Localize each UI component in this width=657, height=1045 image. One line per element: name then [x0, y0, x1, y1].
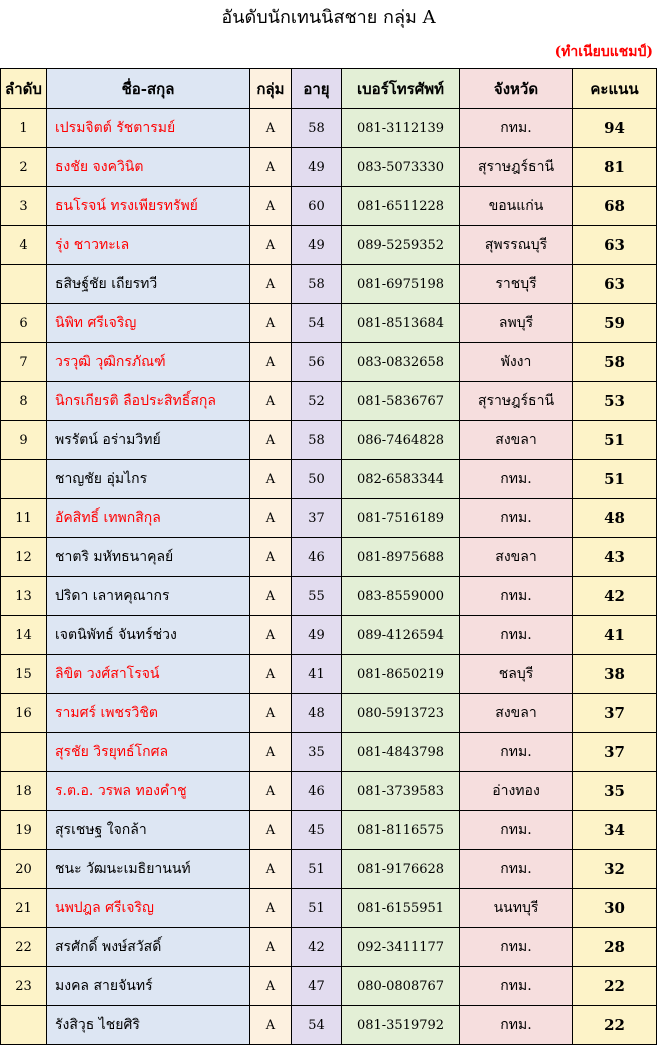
table-row	[1, 694, 657, 733]
group-cell: A	[250, 265, 292, 304]
score-cell: 30	[573, 889, 657, 928]
group-cell: A	[250, 616, 292, 655]
score-cell: 32	[573, 850, 657, 889]
score-cell: 63	[573, 265, 657, 304]
table-row	[1, 187, 657, 226]
score-cell: 34	[573, 811, 657, 850]
age-cell: 60	[292, 187, 342, 226]
name-cell: สุรเชษฐ ใจกล้า	[47, 811, 250, 850]
table-row	[1, 577, 657, 616]
rank-cell	[1, 1006, 47, 1045]
name-cell: ธงชัย จงควินิต	[47, 148, 250, 187]
header-name: ชื่อ-สกุล	[47, 69, 250, 109]
age-cell: 41	[292, 655, 342, 694]
age-cell: 58	[292, 265, 342, 304]
province-cell: สงขลา	[460, 694, 573, 733]
table-row	[1, 811, 657, 850]
age-cell: 51	[292, 889, 342, 928]
rank-cell: 19	[1, 811, 47, 850]
age-cell: 52	[292, 382, 342, 421]
group-cell: A	[250, 187, 292, 226]
province-cell: กทม.	[460, 850, 573, 889]
table-row	[1, 1006, 657, 1045]
group-cell: A	[250, 499, 292, 538]
rank-cell	[1, 460, 47, 499]
province-cell: พังงา	[460, 343, 573, 382]
province-cell: อ่างทอง	[460, 772, 573, 811]
header-group: กลุ่ม	[250, 69, 292, 109]
name-cell: ธสิษฐ์ชัย เถียรทวี	[47, 265, 250, 304]
province-cell: กทม.	[460, 499, 573, 538]
table-row	[1, 889, 657, 928]
group-cell: A	[250, 577, 292, 616]
age-cell: 49	[292, 226, 342, 265]
score-cell: 37	[573, 694, 657, 733]
name-cell: เจตนิพัทธ์ จันทร์ช่วง	[47, 616, 250, 655]
group-cell: A	[250, 733, 292, 772]
table-row	[1, 148, 657, 187]
score-cell: 59	[573, 304, 657, 343]
age-cell: 50	[292, 460, 342, 499]
table-row	[1, 304, 657, 343]
province-cell: กทม.	[460, 811, 573, 850]
phone-cell: 081-3739583	[342, 772, 460, 811]
table-row	[1, 265, 657, 304]
name-cell: ร.ต.อ. วรพล ทองคำชู	[47, 772, 250, 811]
header-province: จังหวัด	[460, 69, 573, 109]
group-cell: A	[250, 460, 292, 499]
name-cell: พรรัตน์ อร่ามวิทย์	[47, 421, 250, 460]
group-cell: A	[250, 889, 292, 928]
group-cell: A	[250, 694, 292, 733]
score-cell: 22	[573, 1006, 657, 1045]
name-cell: ชาญชัย อุ่มไกร	[47, 460, 250, 499]
score-cell: 35	[573, 772, 657, 811]
province-cell: กทม.	[460, 967, 573, 1006]
table-row	[1, 382, 657, 421]
rank-cell: 16	[1, 694, 47, 733]
age-cell: 46	[292, 772, 342, 811]
rank-cell: 2	[1, 148, 47, 187]
phone-cell: 081-5836767	[342, 382, 460, 421]
group-cell: A	[250, 421, 292, 460]
name-cell: นิกรเกียรติ ลือประสิทธิ์สกุล	[47, 382, 250, 421]
rank-cell: 21	[1, 889, 47, 928]
score-cell: 51	[573, 421, 657, 460]
age-cell: 56	[292, 343, 342, 382]
table-row	[1, 499, 657, 538]
score-cell: 37	[573, 733, 657, 772]
group-cell: A	[250, 811, 292, 850]
rank-cell: 9	[1, 421, 47, 460]
header-phone: เบอร์โทรศัพท์	[342, 69, 460, 109]
page-title: อันดับนักเทนนิสชาย กลุ่ม A	[221, 7, 436, 28]
province-cell: สุราษฎร์ธานี	[460, 148, 573, 187]
ranking-table	[0, 68, 657, 1045]
province-cell: กทม.	[460, 616, 573, 655]
age-cell: 54	[292, 1006, 342, 1045]
rank-cell: 3	[1, 187, 47, 226]
group-cell: A	[250, 343, 292, 382]
table-row	[1, 616, 657, 655]
phone-cell: 083-8559000	[342, 577, 460, 616]
score-cell: 51	[573, 460, 657, 499]
group-cell: A	[250, 109, 292, 148]
group-cell: A	[250, 304, 292, 343]
province-cell: กทม.	[460, 460, 573, 499]
table-row	[1, 772, 657, 811]
name-cell: รุ่ง ชาวทะเล	[47, 226, 250, 265]
phone-cell: 081-3519792	[342, 1006, 460, 1045]
phone-cell: 081-6975198	[342, 265, 460, 304]
score-cell: 43	[573, 538, 657, 577]
phone-cell: 081-9176628	[342, 850, 460, 889]
phone-cell: 080-5913723	[342, 694, 460, 733]
group-cell: A	[250, 382, 292, 421]
province-cell: กทม.	[460, 733, 573, 772]
table-row	[1, 538, 657, 577]
phone-cell: 081-4843798	[342, 733, 460, 772]
age-cell: 37	[292, 499, 342, 538]
age-cell: 49	[292, 616, 342, 655]
name-cell: รังสิวุธ ไชยศิริ	[47, 1006, 250, 1045]
phone-cell: 083-0832658	[342, 343, 460, 382]
age-cell: 58	[292, 421, 342, 460]
phone-cell: 086-7464828	[342, 421, 460, 460]
phone-cell: 081-6155951	[342, 889, 460, 928]
province-cell: ลพบุรี	[460, 304, 573, 343]
group-cell: A	[250, 655, 292, 694]
score-cell: 68	[573, 187, 657, 226]
phone-cell: 092-3411177	[342, 928, 460, 967]
province-cell: นนทบุรี	[460, 889, 573, 928]
age-cell: 55	[292, 577, 342, 616]
name-cell: อัคสิทธิ์ เทพกสิกุล	[47, 499, 250, 538]
phone-cell: 089-4126594	[342, 616, 460, 655]
rank-cell	[1, 265, 47, 304]
phone-cell: 081-8650219	[342, 655, 460, 694]
table-row	[1, 421, 657, 460]
score-cell: 42	[573, 577, 657, 616]
province-cell: กทม.	[460, 577, 573, 616]
province-cell: สุราษฎร์ธานี	[460, 382, 573, 421]
phone-cell: 083-5073330	[342, 148, 460, 187]
province-cell: ชลบุรี	[460, 655, 573, 694]
header-row	[1, 69, 657, 109]
phone-cell: 081-8116575	[342, 811, 460, 850]
table-row	[1, 733, 657, 772]
rank-cell: 12	[1, 538, 47, 577]
table-row	[1, 226, 657, 265]
table-row	[1, 109, 657, 148]
rank-cell: 4	[1, 226, 47, 265]
rank-cell: 22	[1, 928, 47, 967]
name-cell: นิพิท ศรีเจริญ	[47, 304, 250, 343]
age-cell: 48	[292, 694, 342, 733]
name-cell: มงคล สายจันทร์	[47, 967, 250, 1006]
name-cell: ชาตริ มหัทธนาคุลย์	[47, 538, 250, 577]
province-cell: ขอนแก่น	[460, 187, 573, 226]
name-cell: เปรมจิตต์ รัชตารมย์	[47, 109, 250, 148]
name-cell: นพปฎล ศรีเจริญ	[47, 889, 250, 928]
table-row	[1, 967, 657, 1006]
group-cell: A	[250, 850, 292, 889]
table-row	[1, 655, 657, 694]
province-cell: กทม.	[460, 928, 573, 967]
rank-cell: 11	[1, 499, 47, 538]
rank-cell: 15	[1, 655, 47, 694]
name-cell: ชนะ วัฒนะเมธิยานนท์	[47, 850, 250, 889]
age-cell: 51	[292, 850, 342, 889]
age-cell: 46	[292, 538, 342, 577]
rank-cell: 18	[1, 772, 47, 811]
province-cell: ราชบุรี	[460, 265, 573, 304]
table-row	[1, 460, 657, 499]
score-cell: 38	[573, 655, 657, 694]
name-cell: วรวุฒิ วุฒิกรภัณฑ์	[47, 343, 250, 382]
age-cell: 47	[292, 967, 342, 1006]
score-cell: 28	[573, 928, 657, 967]
province-cell: กทม.	[460, 109, 573, 148]
phone-cell: 081-8975688	[342, 538, 460, 577]
age-cell: 49	[292, 148, 342, 187]
rank-cell: 6	[1, 304, 47, 343]
score-cell: 41	[573, 616, 657, 655]
province-cell: สงขลา	[460, 538, 573, 577]
age-cell: 54	[292, 304, 342, 343]
province-cell: สุพรรณบุรี	[460, 226, 573, 265]
rank-cell: 23	[1, 967, 47, 1006]
age-cell: 35	[292, 733, 342, 772]
group-cell: A	[250, 1006, 292, 1045]
champion-note: (ทำเนียบแชมป์)	[554, 44, 653, 60]
name-cell: ธนโรจน์ ทรงเพียรทรัพย์	[47, 187, 250, 226]
header-age: อายุ	[292, 69, 342, 109]
score-cell: 94	[573, 109, 657, 148]
phone-cell: 081-8513684	[342, 304, 460, 343]
name-cell: ปริดา เลาหคุณากร	[47, 577, 250, 616]
group-cell: A	[250, 226, 292, 265]
rank-cell: 7	[1, 343, 47, 382]
rank-cell: 1	[1, 109, 47, 148]
header-score: คะแนน	[573, 69, 657, 109]
age-cell: 58	[292, 109, 342, 148]
header-rank: ลำดับ	[1, 69, 47, 109]
table-row	[1, 850, 657, 889]
table-row	[1, 928, 657, 967]
province-cell: สงขลา	[460, 421, 573, 460]
phone-cell: 089-5259352	[342, 226, 460, 265]
phone-cell: 081-6511228	[342, 187, 460, 226]
group-cell: A	[250, 538, 292, 577]
score-cell: 22	[573, 967, 657, 1006]
score-cell: 58	[573, 343, 657, 382]
rank-cell: 13	[1, 577, 47, 616]
score-cell: 53	[573, 382, 657, 421]
phone-cell: 081-3112139	[342, 109, 460, 148]
name-cell: สุรชัย วิรยุทธ์โกศล	[47, 733, 250, 772]
rank-cell	[1, 733, 47, 772]
rank-cell: 8	[1, 382, 47, 421]
group-cell: A	[250, 928, 292, 967]
age-cell: 42	[292, 928, 342, 967]
rank-cell: 20	[1, 850, 47, 889]
score-cell: 81	[573, 148, 657, 187]
table-row	[1, 343, 657, 382]
name-cell: ลิขิต วงศ์สาโรจน์	[47, 655, 250, 694]
group-cell: A	[250, 148, 292, 187]
phone-cell: 080-0808767	[342, 967, 460, 1006]
age-cell: 45	[292, 811, 342, 850]
rank-cell: 14	[1, 616, 47, 655]
group-cell: A	[250, 967, 292, 1006]
phone-cell: 082-6583344	[342, 460, 460, 499]
score-cell: 63	[573, 226, 657, 265]
phone-cell: 081-7516189	[342, 499, 460, 538]
name-cell: สรศักดิ์ พงษ์สวัสดิ์	[47, 928, 250, 967]
name-cell: รามศร์ เพชรวิชิต	[47, 694, 250, 733]
score-cell: 48	[573, 499, 657, 538]
group-cell: A	[250, 772, 292, 811]
province-cell: กทม.	[460, 1006, 573, 1045]
